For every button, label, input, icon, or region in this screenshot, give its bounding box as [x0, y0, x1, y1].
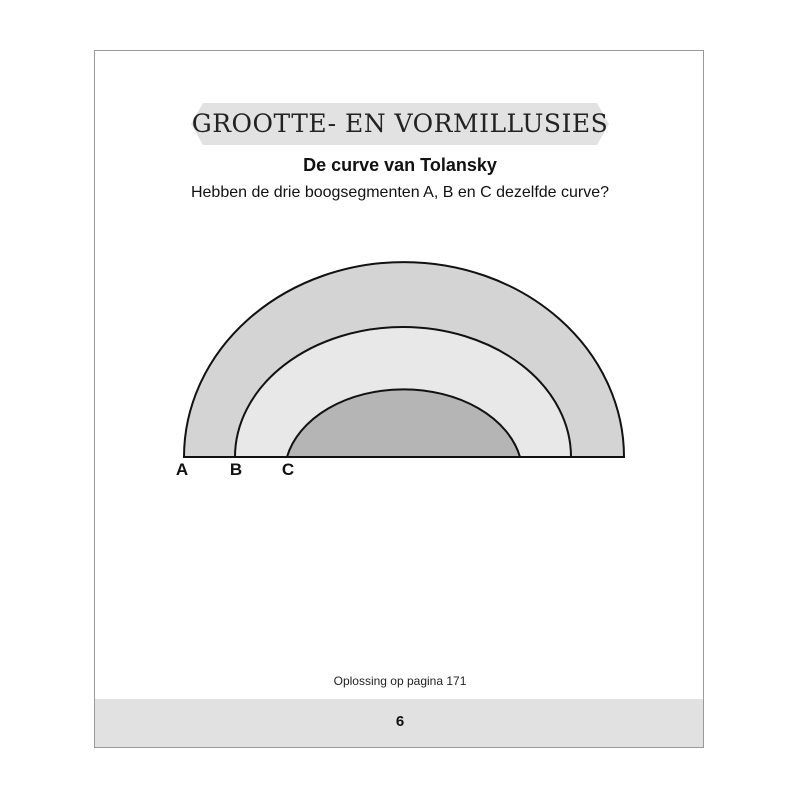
section-title-banner: [191, 103, 609, 145]
solution-reference: Oplossing op pagina 171: [333, 674, 467, 688]
puzzle-title: De curve van Tolansky: [303, 155, 497, 175]
puzzle-question: Hebben de drie boogsegmenten A, B en C dezelfde curve?: [190, 184, 610, 201]
book-page: [94, 50, 704, 748]
section-title: GROOTTE- EN VORMILLUSIES: [191, 109, 609, 138]
page-footer: [95, 699, 704, 748]
tolansky-curve-figure: [95, 251, 704, 491]
label-b: B: [229, 460, 243, 479]
page-number: 6: [395, 713, 405, 730]
label-c: C: [281, 460, 295, 479]
label-a: A: [175, 460, 189, 479]
